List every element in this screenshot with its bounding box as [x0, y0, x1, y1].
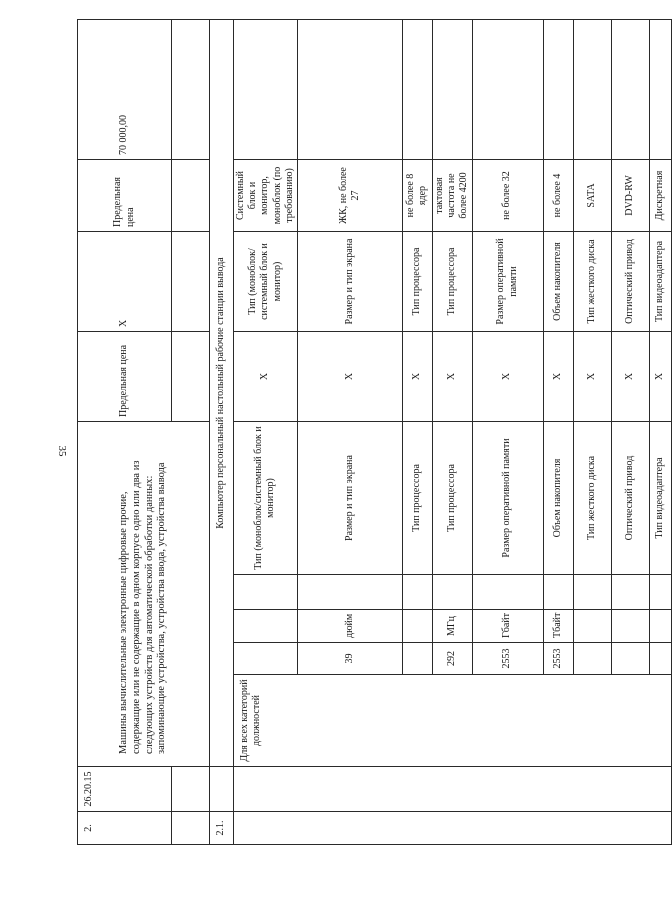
cell-chars-6-name2: Тип жесткого диска	[573, 232, 611, 332]
cell-chars-0-name: Тип (моноблок/системный блок и монитор)	[234, 422, 298, 575]
rotated-table-wrapper	[77, 20, 665, 845]
empty-cell	[172, 160, 210, 232]
row-number: 2.	[78, 812, 172, 845]
cell-chars-5-name2: Объем накопителя	[543, 232, 573, 332]
cell-chars-4-name2: Размер оперативной памяти	[472, 232, 543, 332]
cell-chars-4-val: X	[472, 332, 543, 422]
empty-cell	[611, 575, 649, 610]
product-description: Машины вычислительные электронные цифровые прочие, содержащие или не содержащие в одном корпусе одно или два из следующих устройств для автоматической обработки данных: запоминающие устройства, устройства ввода, устройства вывода	[78, 422, 210, 767]
characteristics-table	[77, 19, 672, 845]
cell-chars-1-code: 39	[297, 643, 402, 675]
empty-cell	[432, 20, 472, 160]
empty-cell	[234, 812, 672, 845]
empty-cell	[234, 767, 672, 812]
empty-cell	[573, 20, 611, 160]
empty-cell	[611, 20, 649, 160]
cell-chars-1-name2: Размер и тип экрана	[297, 232, 402, 332]
cell-chars-2-name: Тип процессора	[402, 422, 432, 575]
cell-chars-7-val2: DVD-RW	[611, 160, 649, 232]
cell-chars-1-name: Размер и тип экрана	[297, 422, 402, 575]
price-label: Предельная цена	[78, 332, 172, 422]
price-label-2: Предельная цена	[78, 160, 172, 232]
cell-chars-5-code: 2553	[543, 643, 573, 675]
cell-chars-6-val: X	[573, 332, 611, 422]
empty-cell	[297, 575, 402, 610]
cell-chars-8-val2: Дискретная	[649, 160, 671, 232]
cell-chars-0-val: X	[234, 332, 298, 422]
empty-cell	[402, 575, 432, 610]
empty-cell	[649, 575, 671, 610]
cell-chars-5-val: X	[543, 332, 573, 422]
cell-chars-3-val: X	[432, 332, 472, 422]
cell-chars-1-unit: дюйм	[297, 610, 402, 643]
cell-chars-6-code	[573, 643, 611, 675]
cell-chars-4-name: Размер оперативной памяти	[472, 422, 543, 575]
cell-chars-2-unit	[402, 610, 432, 643]
empty-cell	[297, 20, 402, 160]
cell-chars-3-unit: МГц	[432, 610, 472, 643]
cell-chars-3-name: Тип процессора	[432, 422, 472, 575]
cell-chars-6-name: Тип жесткого диска	[573, 422, 611, 575]
cell-chars-0-unit	[234, 610, 298, 643]
price-value: 70 000,00	[78, 20, 172, 160]
empty-cell	[472, 575, 543, 610]
cell-chars-7-unit	[611, 610, 649, 643]
sub-row-title: Компьютер персональный настольный рабочие станции вывода	[210, 20, 234, 767]
empty-cell	[210, 767, 234, 812]
cell-chars-2-val: X	[402, 332, 432, 422]
empty-cell	[172, 232, 210, 332]
sub-row-number: 2.1.	[210, 812, 234, 845]
cell-chars-3-code: 292	[432, 643, 472, 675]
price-x: X	[78, 232, 172, 332]
cell-chars-1-val: X	[297, 332, 402, 422]
empty-cell	[172, 812, 210, 845]
cell-chars-0-val2: Системный блок и монитор, моноблок (по требованию)	[234, 160, 298, 232]
cell-chars-8-name2: Тип видеоадаптера	[649, 232, 671, 332]
empty-cell	[402, 20, 432, 160]
cell-chars-2-code	[402, 643, 432, 675]
cell-chars-4-code: 2553	[472, 643, 543, 675]
cell-chars-0-code	[234, 643, 298, 675]
row-main	[78, 20, 172, 845]
cell-chars-8-name: Тип видеоадаптера	[649, 422, 671, 575]
empty-cell	[234, 575, 298, 610]
empty-cell	[172, 20, 210, 160]
row-sub	[210, 20, 234, 845]
category-cell: Для всех категорий должностей	[234, 675, 672, 767]
cell-chars-3-val2: тактовая частота не более 4200	[432, 160, 472, 232]
empty-cell	[543, 20, 573, 160]
cell-chars-0-name2: Тип (моноблок/системный блок и монитор)	[234, 232, 298, 332]
empty-cell	[234, 20, 298, 160]
empty-cell	[573, 575, 611, 610]
empty-cell	[172, 767, 210, 812]
cell-chars-4-val2: не более 32	[472, 160, 543, 232]
cell-chars-8-code	[649, 643, 671, 675]
cell-chars-4-unit: Гбайт	[472, 610, 543, 643]
cell-chars-7-name: Оптический привод	[611, 422, 649, 575]
cell-chars-6-val2: SATA	[573, 160, 611, 232]
empty-cell	[472, 20, 543, 160]
empty-cell	[172, 332, 210, 422]
cell-chars-2-name2: Тип процессора	[402, 232, 432, 332]
cell-chars-8-val: X	[649, 332, 671, 422]
cell-chars-3-name2: Тип процессора	[432, 232, 472, 332]
cell-chars-6-unit	[573, 610, 611, 643]
row-char-0	[234, 20, 298, 845]
cell-chars-7-val: X	[611, 332, 649, 422]
cell-chars-8-unit	[649, 610, 671, 643]
cell-chars-5-val2: не более 4	[543, 160, 573, 232]
cell-chars-7-name2: Оптический привод	[611, 232, 649, 332]
okpd-code: 26.20.15	[78, 767, 172, 812]
empty-cell	[649, 20, 671, 160]
empty-cell	[543, 575, 573, 610]
cell-chars-2-val2: не более 8 ядер	[402, 160, 432, 232]
cell-chars-1-val2: ЖК, не более 27	[297, 160, 402, 232]
cell-chars-5-unit: Тбайт	[543, 610, 573, 643]
empty-cell	[432, 575, 472, 610]
page-number: 35	[56, 445, 68, 457]
cell-chars-7-code	[611, 643, 649, 675]
cell-chars-5-name: Объем накопителя	[543, 422, 573, 575]
